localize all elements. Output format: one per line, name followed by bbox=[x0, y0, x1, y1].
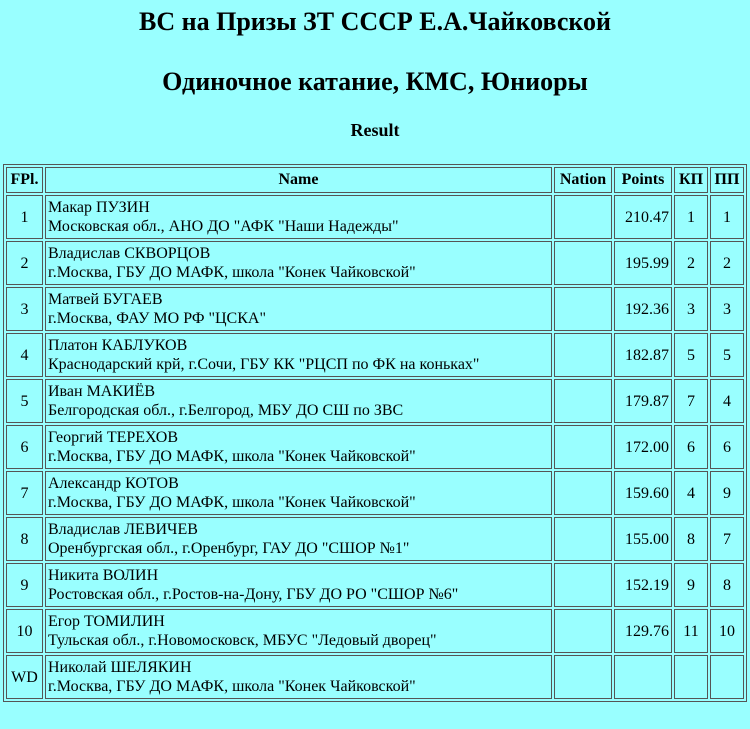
results-table bbox=[3, 164, 747, 702]
skater-club: Московская обл., АНО ДО "АФК "Наши Надежды" bbox=[48, 218, 399, 235]
points-cell: 195.99 bbox=[614, 241, 672, 285]
nation-cell bbox=[554, 655, 612, 699]
column-header-pp: ПП bbox=[710, 167, 744, 193]
points-cell: 159.60 bbox=[614, 471, 672, 515]
skater-cell bbox=[45, 655, 552, 699]
points-cell: 155.00 bbox=[614, 517, 672, 561]
skater-cell bbox=[45, 563, 552, 607]
pp-place-cell: 8 bbox=[710, 563, 744, 607]
page-subtitle: Одиночное катание, КМС, Юниоры bbox=[162, 67, 588, 96]
place-cell: WD bbox=[6, 655, 43, 699]
skater-club: г.Москва, ГБУ ДО МАФК, школа "Конек Чайковской" bbox=[48, 494, 416, 511]
pp-place-cell: 9 bbox=[710, 471, 744, 515]
table-row bbox=[6, 379, 744, 423]
pp-place-cell: 7 bbox=[710, 517, 744, 561]
table-header-row bbox=[6, 167, 744, 193]
pp-place-cell: 1 bbox=[710, 195, 744, 239]
place-cell: 5 bbox=[6, 379, 43, 423]
points-cell: 179.87 bbox=[614, 379, 672, 423]
kp-place-cell: 5 bbox=[674, 333, 708, 377]
nation-cell bbox=[554, 425, 612, 469]
skater-name: Макар ПУЗИН bbox=[48, 199, 150, 216]
skater-name: Владислав ЛЕВИЧЕВ bbox=[48, 521, 198, 538]
skater-cell bbox=[45, 425, 552, 469]
skater-name: Александр КОТОВ bbox=[48, 475, 179, 492]
skater-name: Георгий ТЕРЕХОВ bbox=[48, 429, 179, 446]
table-row bbox=[6, 655, 744, 699]
column-header-points: Points bbox=[614, 167, 672, 193]
kp-place-cell bbox=[674, 655, 708, 699]
skater-cell bbox=[45, 471, 552, 515]
page-title: ВС на Призы ЗТ СССР Е.А.Чайковской bbox=[139, 7, 611, 36]
skater-cell bbox=[45, 379, 552, 423]
skater-name: Платон КАБЛУКОВ bbox=[48, 337, 188, 354]
skater-club: г.Москва, ФАУ МО РФ "ЦСКА" bbox=[48, 310, 266, 327]
skater-club: г.Москва, ГБУ ДО МАФК, школа "Конек Чайковской" bbox=[48, 678, 416, 695]
place-cell: 6 bbox=[6, 425, 43, 469]
pp-place-cell bbox=[710, 655, 744, 699]
column-header-fpl: FPl. bbox=[6, 167, 43, 193]
place-cell: 1 bbox=[6, 195, 43, 239]
table-row bbox=[6, 287, 744, 331]
points-cell: 129.76 bbox=[614, 609, 672, 653]
skater-name: Никита ВОЛИН bbox=[48, 567, 159, 584]
place-cell: 10 bbox=[6, 609, 43, 653]
nation-cell bbox=[554, 471, 612, 515]
place-cell: 8 bbox=[6, 517, 43, 561]
place-cell: 9 bbox=[6, 563, 43, 607]
skater-club: Оренбургская обл., г.Оренбург, ГАУ ДО "СШОР №1" bbox=[48, 540, 410, 557]
nation-cell bbox=[554, 517, 612, 561]
skater-name: Матвей БУГАЕВ bbox=[48, 291, 163, 308]
skater-club: г.Москва, ГБУ ДО МАФК, школа "Конек Чайковской" bbox=[48, 448, 416, 465]
table-row bbox=[6, 195, 744, 239]
points-cell: 210.47 bbox=[614, 195, 672, 239]
skater-club: Ростовская обл., г.Ростов-на-Дону, ГБУ ДО РО "СШОР №6" bbox=[48, 586, 459, 603]
skater-cell bbox=[45, 287, 552, 331]
column-header-nation: Nation bbox=[554, 167, 612, 193]
kp-place-cell: 11 bbox=[674, 609, 708, 653]
table-row bbox=[6, 241, 744, 285]
pp-place-cell: 5 bbox=[710, 333, 744, 377]
skater-name: Иван МАКИЁВ bbox=[48, 383, 156, 400]
nation-cell bbox=[554, 241, 612, 285]
nation-cell bbox=[554, 333, 612, 377]
kp-place-cell: 2 bbox=[674, 241, 708, 285]
points-cell: 182.87 bbox=[614, 333, 672, 377]
points-cell: 192.36 bbox=[614, 287, 672, 331]
place-cell: 7 bbox=[6, 471, 43, 515]
nation-cell bbox=[554, 609, 612, 653]
skater-cell bbox=[45, 517, 552, 561]
points-cell bbox=[614, 655, 672, 699]
nation-cell bbox=[554, 379, 612, 423]
nation-cell bbox=[554, 563, 612, 607]
column-header-kp: КП bbox=[674, 167, 708, 193]
table-row bbox=[6, 471, 744, 515]
kp-place-cell: 7 bbox=[674, 379, 708, 423]
skater-name: Николай ШЕЛЯКИН bbox=[48, 659, 192, 676]
pp-place-cell: 4 bbox=[710, 379, 744, 423]
skater-cell bbox=[45, 241, 552, 285]
place-cell: 2 bbox=[6, 241, 43, 285]
points-cell: 152.19 bbox=[614, 563, 672, 607]
points-cell: 172.00 bbox=[614, 425, 672, 469]
kp-place-cell: 6 bbox=[674, 425, 708, 469]
place-cell: 3 bbox=[6, 287, 43, 331]
kp-place-cell: 1 bbox=[674, 195, 708, 239]
pp-place-cell: 10 bbox=[710, 609, 744, 653]
pp-place-cell: 2 bbox=[710, 241, 744, 285]
table-row bbox=[6, 563, 744, 607]
table-row bbox=[6, 425, 744, 469]
skater-cell bbox=[45, 609, 552, 653]
table-row bbox=[6, 517, 744, 561]
kp-place-cell: 9 bbox=[674, 563, 708, 607]
column-header-name: Name bbox=[45, 167, 552, 193]
kp-place-cell: 3 bbox=[674, 287, 708, 331]
skater-cell bbox=[45, 333, 552, 377]
pp-place-cell: 3 bbox=[710, 287, 744, 331]
pp-place-cell: 6 bbox=[710, 425, 744, 469]
table-row bbox=[6, 609, 744, 653]
kp-place-cell: 4 bbox=[674, 471, 708, 515]
nation-cell bbox=[554, 195, 612, 239]
skater-name: Егор ТОМИЛИН bbox=[48, 613, 165, 630]
skater-club: г.Москва, ГБУ ДО МАФК, школа "Конек Чайковской" bbox=[48, 264, 416, 281]
skater-cell bbox=[45, 195, 552, 239]
skater-name: Владислав СКВОРЦОВ bbox=[48, 245, 211, 262]
skater-club: Белгородская обл., г.Белгород, МБУ ДО СШ по ЗВС bbox=[48, 402, 404, 419]
skater-club: Краснодарский крй, г.Сочи, ГБУ КК "РЦСП по ФК на коньках" bbox=[48, 356, 480, 373]
skater-club: Тульская обл., г.Новомосковск, МБУС "Ледовый дворец" bbox=[48, 632, 437, 649]
table-row bbox=[6, 333, 744, 377]
nation-cell bbox=[554, 287, 612, 331]
kp-place-cell: 8 bbox=[674, 517, 708, 561]
place-cell: 4 bbox=[6, 333, 43, 377]
section-heading: Result bbox=[350, 120, 400, 140]
